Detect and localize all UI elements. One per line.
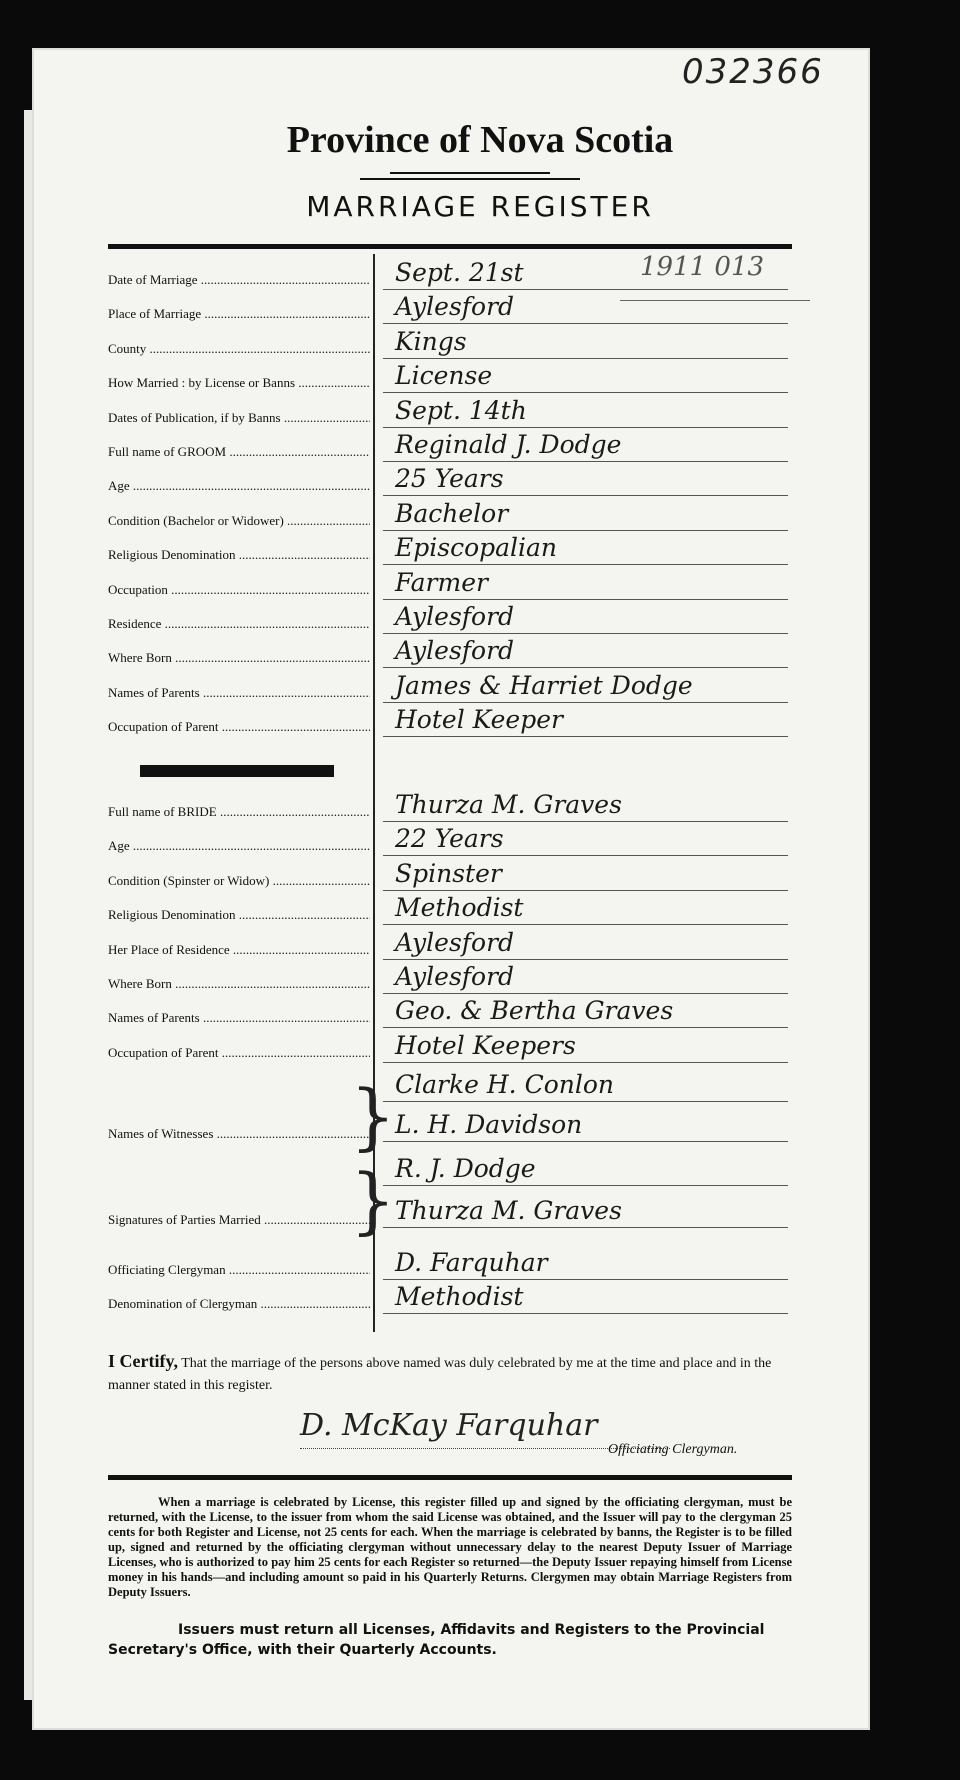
groom-field-row	[108, 533, 788, 567]
groom-field-label: Date of Marriage .....	[108, 272, 370, 288]
bride-field-row	[108, 962, 788, 996]
groom-field-label: County .....	[108, 341, 370, 357]
bride-field-row	[108, 859, 788, 893]
year-annotation: 1911 013	[640, 252, 765, 282]
bride-separator-bar	[140, 765, 334, 777]
register-number: 032366	[682, 52, 824, 92]
groom-field-row	[108, 671, 788, 705]
groom-field-value: Reginald J. Dodge	[383, 429, 788, 462]
clergyman-signature: D. McKay Farquhar	[300, 1408, 670, 1449]
witness-2-row	[108, 1110, 788, 1144]
groom-field-row	[108, 258, 788, 292]
bride-field-value: 22 Years	[383, 823, 788, 856]
groom-field-row	[108, 430, 788, 464]
groom-field-label: Occupation .....	[108, 582, 370, 598]
clergy-field-value: Methodist	[383, 1281, 788, 1314]
bride-field-value: Spinster	[383, 858, 788, 891]
groom-field-label: Religious Denomination .....	[108, 547, 370, 563]
bride-field-label: Names of Parents .....	[108, 1010, 370, 1026]
groom-field-value: Aylesford	[383, 601, 788, 634]
witness-1-value: Clarke H. Conlon	[383, 1069, 788, 1102]
groom-field-row	[108, 705, 788, 739]
signatures-label: Signatures of Parties Married .....	[108, 1212, 370, 1228]
groom-field-row	[108, 327, 788, 361]
certification	[108, 1350, 792, 1397]
witness-1-row	[108, 1070, 788, 1104]
bride-field-label: Her Place of Residence .....	[108, 942, 370, 958]
witnesses-label: Names of Witnesses .....	[108, 1126, 370, 1142]
clergy-field-row	[108, 1282, 788, 1316]
bride-field-value: Geo. & Bertha Graves	[383, 995, 788, 1028]
signature-2-row	[108, 1196, 788, 1230]
signature-caption: Officiating Clergyman.	[608, 1442, 738, 1457]
groom-field-row	[108, 464, 788, 498]
bride-field-label: Religious Denomination .....	[108, 907, 370, 923]
bride-field-label: Age .....	[108, 838, 370, 854]
groom-field-value: James & Harriet Dodge	[383, 670, 788, 703]
certify-lead: I Certify,	[108, 1351, 178, 1371]
groom-field-label: Dates of Publication, if by Banns .....	[108, 410, 370, 426]
bride-field-row	[108, 996, 788, 1030]
groom-field-label: Where Born .....	[108, 650, 370, 666]
bride-field-value: Methodist	[383, 892, 788, 925]
witness-2-value: L. H. Davidson	[383, 1109, 788, 1142]
bride-field-row	[108, 824, 788, 858]
groom-field-label: Residence .....	[108, 616, 370, 632]
witnesses-brace: }	[350, 1074, 396, 1158]
groom-field-value: Farmer	[383, 567, 788, 600]
groom-field-label: Age .....	[108, 478, 370, 494]
top-rule	[108, 244, 792, 249]
groom-field-value: 25 Years	[383, 463, 788, 496]
bride-field-value: Hotel Keepers	[383, 1030, 788, 1063]
bride-field-row	[108, 1031, 788, 1065]
groom-field-label: Names of Parents .....	[108, 685, 370, 701]
groom-field-row	[108, 602, 788, 636]
signatures-brace: }	[350, 1158, 396, 1242]
groom-field-value: Sept. 14th	[383, 395, 788, 428]
groom-field-value: Kings	[383, 326, 788, 359]
page-title: Province of Nova Scotia	[286, 119, 674, 161]
bride-field-value: Thurza M. Graves	[383, 789, 788, 822]
groom-field-row	[108, 361, 788, 395]
groom-field-value: Hotel Keeper	[383, 704, 788, 737]
groom-field-value: License	[383, 360, 788, 393]
groom-field-row	[108, 292, 788, 326]
bride-field-value: Aylesford	[383, 961, 788, 994]
clergy-field-label: Denomination of Clergyman .....	[108, 1296, 370, 1312]
bride-field-label: Full name of BRIDE .....	[108, 804, 370, 820]
bride-field-value: Aylesford	[383, 927, 788, 960]
signature-1-value: R. J. Dodge	[383, 1153, 788, 1186]
groom-field-label: Occupation of Parent .....	[108, 719, 370, 735]
bride-field-label: Occupation of Parent .....	[108, 1045, 370, 1061]
groom-field-value: Aylesford	[383, 291, 788, 324]
title-ornament-lower	[360, 178, 580, 180]
groom-field-row	[108, 499, 788, 533]
groom-field-value: Aylesford	[383, 635, 788, 668]
groom-field-label: Place of Marriage .....	[108, 306, 370, 322]
groom-field-label: How Married : by License or Banns .....	[108, 375, 370, 391]
groom-field-row	[108, 636, 788, 670]
clergy-field-value: D. Farquhar	[383, 1247, 788, 1280]
title-ornament	[390, 172, 550, 174]
bride-field-row	[108, 790, 788, 824]
bride-field-label: Condition (Spinster or Widow) .....	[108, 873, 370, 889]
clergy-field-row	[108, 1248, 788, 1282]
issuers-notice: Issuers must return all Licenses, Affidavits and Registers to the Provincial Secretary's Office, with their Quarterly Accounts.	[108, 1622, 765, 1658]
signature-1-row	[108, 1154, 788, 1188]
groom-field-row	[108, 396, 788, 430]
groom-field-label: Condition (Bachelor or Widower) .....	[108, 513, 370, 529]
groom-field-value: Bachelor	[383, 498, 788, 531]
bride-field-label: Where Born .....	[108, 976, 370, 992]
instructions-note: When a marriage is celebrated by License, this register filled up and signed by the officiating clergyman, must be returned, with the License, to the issuer from whom the said License was obtained, and the Issuer will pay to the clergyman 25 cents for both Register and License, not 25 cents for each. When the marriage is celebrated by banns, the Register is to be filled up, signed and returned by the officiating clergyman without unnecessary delay to the nearest Deputy Issuer of Marriage Licenses, who is authorized to pay him 25 cents for each Register so returned—the Deputy Issuer repaying himself from License money in his hands—and including amount so paid in his Quarterly Returns. Clergymen may obtain Marriage Registers from Deputy Issuers.	[108, 1495, 792, 1599]
certify-text: That the marriage of the persons above named was duly celebrated by me at the time and place and in the manner stated in this register.	[108, 1356, 772, 1393]
groom-field-value: Episcopalian	[383, 532, 788, 565]
bottom-rule	[108, 1475, 792, 1480]
bride-field-row	[108, 928, 788, 962]
groom-field-row	[108, 568, 788, 602]
bride-field-row	[108, 893, 788, 927]
groom-field-value: Sept. 21st	[383, 257, 788, 290]
groom-field-label: Full name of GROOM .....	[108, 444, 370, 460]
clergy-field-label: Officiating Clergyman .....	[108, 1262, 370, 1278]
signature-2-value: Thurza M. Graves	[383, 1195, 788, 1228]
page-subtitle: MARRIAGE REGISTER	[306, 190, 654, 223]
